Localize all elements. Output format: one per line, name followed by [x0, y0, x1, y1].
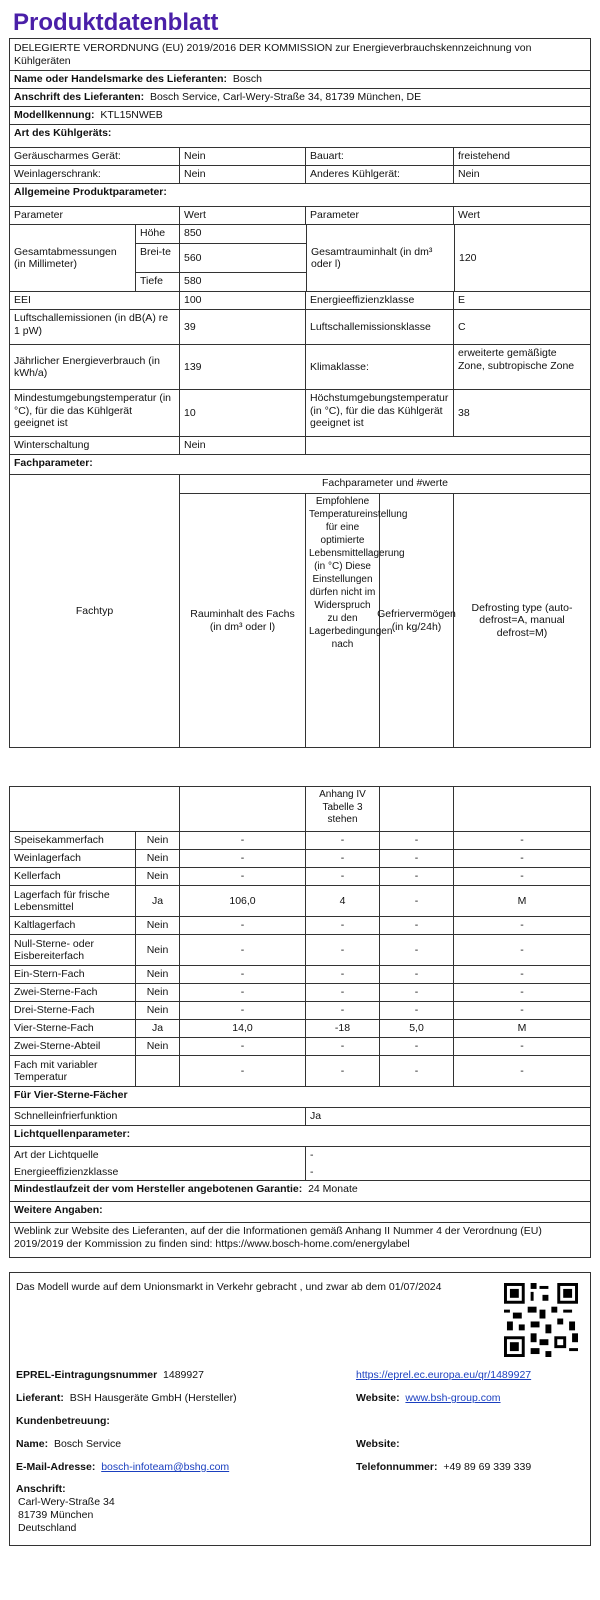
compartment-temp: -18 — [306, 1020, 380, 1037]
compartment-defrost: - — [520, 852, 524, 865]
col-param: Parameter — [306, 207, 454, 224]
compartment-present: Nein — [136, 850, 180, 867]
noise-value: 39 — [180, 310, 306, 344]
brand-value: Bosch — [232, 73, 263, 85]
light-class-value: - — [310, 1165, 314, 1178]
type-label: Weinlagerschrank: — [10, 166, 180, 183]
compartment-name: Vier-Sterne-Fach — [10, 1020, 136, 1037]
col-value: Wert — [458, 209, 480, 221]
compartment-row — [10, 1020, 590, 1038]
compartment-present: Nein — [136, 868, 180, 885]
compartment-defrost: - — [520, 968, 524, 981]
compartment-freeze: - — [380, 850, 454, 867]
compartment-row — [10, 966, 590, 984]
phone-label: Telefonnummer: — [356, 1461, 438, 1473]
compartment-present: Nein — [136, 966, 180, 983]
compartment-present: Nein — [136, 917, 180, 934]
compartment-freeze: - — [380, 886, 454, 916]
compartment-freeze: - — [380, 868, 454, 885]
compartment-freeze: - — [380, 966, 454, 983]
col-defrost: Defrosting type (auto-defrost=A, manual defrost=M) — [471, 601, 573, 639]
website2-label: Website: — [356, 1438, 400, 1450]
type-label: Geräuscharmes Gerät: — [10, 148, 180, 165]
compartment-defrost: - — [520, 834, 524, 847]
compartment-temp: - — [306, 984, 380, 1001]
name-label: Name: — [16, 1438, 49, 1450]
eprel-link[interactable]: https://eprel.ec.europa.eu/qr/1489927 — [356, 1369, 532, 1381]
model-value: KTL15NWEB — [100, 109, 163, 121]
dim-name: Brei-te — [136, 244, 180, 271]
eprel-value: 1489927 — [163, 1369, 204, 1381]
compartment-name: Zwei-Sterne-Abteil — [10, 1038, 136, 1055]
compartment-temp: - — [306, 868, 380, 885]
addr-label: Anschrift: — [16, 1483, 66, 1495]
supplier-info — [9, 1272, 591, 1546]
climate-value: erweiterte gemäßigte Zone, subtropische Zone — [458, 347, 575, 372]
qr-code-icon[interactable] — [504, 1283, 578, 1357]
compartment-volume: - — [180, 868, 306, 885]
noiseclass-value: C — [458, 320, 466, 333]
energy-value: 139 — [180, 345, 306, 389]
eprel-label: EPREL-Eintragungsnummer — [16, 1369, 158, 1381]
compartment-temp: - — [306, 832, 380, 849]
compartment-freeze: - — [380, 917, 454, 934]
data-table — [9, 38, 591, 747]
energy-label: Jährlicher Energieverbrauch (in kWh/a) — [10, 345, 180, 389]
dims-label: Gesamtabmessungen (in Millimeter) — [10, 225, 136, 291]
addr-line: Deutschland — [18, 1522, 77, 1534]
volume-label: Gesamtrauminhalt (in dm³ oder l) — [307, 225, 455, 291]
compartment-temp: - — [306, 1056, 380, 1086]
compartment-name: Weinlagerfach — [10, 850, 136, 867]
regulation-text: DELEGIERTE VERORDNUNG (EU) 2019/2016 DER KOMMISSION zur Energieverbrauchskennzeichnung von Kühlgeräten — [14, 42, 532, 67]
mintemp-label: Mindestumgebungstemperatur (in °C), für die das Kühlgerät geeignet ist — [10, 390, 180, 436]
email-label: E-Mail-Adresse: — [16, 1461, 96, 1473]
compartment-name: Ein-Stern-Fach — [10, 966, 136, 983]
further-heading: Weitere Angaben: — [14, 1204, 103, 1216]
mintemp-value: 10 — [180, 390, 306, 436]
light-type-label: Art der Lichtquelle — [10, 1147, 306, 1164]
warranty-value: 24 Monate — [308, 1183, 358, 1195]
eei-label: EEI — [10, 292, 180, 309]
maxtemp-value: 38 — [458, 406, 470, 419]
compartment-name: Zwei-Sterne-Fach — [10, 984, 136, 1001]
compartment-volume: - — [180, 917, 306, 934]
supplier-value: BSH Hausgeräte GmbH (Hersteller) — [69, 1392, 237, 1404]
compartment-defrost: - — [520, 943, 524, 956]
compartment-present: Ja — [136, 886, 180, 916]
compartment-row — [10, 917, 590, 935]
compartment-present: Nein — [136, 935, 180, 965]
four-star-heading: Für Vier-Sterne-Fächer — [14, 1089, 128, 1101]
compartment-freeze: - — [380, 1038, 454, 1055]
compartment-table — [9, 786, 591, 1258]
phone-value: +49 89 69 339 339 — [443, 1461, 532, 1473]
eclass-value: E — [458, 294, 466, 306]
compartment-temp: - — [306, 935, 380, 965]
address-value: Bosch Service, Carl-Wery-Straße 34, 81739 München, DE — [149, 91, 422, 103]
dim-name: Höhe — [136, 225, 180, 243]
type-value: freistehend — [458, 150, 510, 162]
product-data-sheet — [9, 4, 591, 1546]
type-value: Nein — [180, 148, 306, 165]
dim-value: 850 — [184, 227, 202, 239]
appliance-type-heading: Art des Kühlgeräts: — [14, 127, 112, 139]
compartment-defrost: - — [520, 1064, 524, 1077]
eclass-label: Energieeffizienzklasse — [306, 292, 454, 309]
compartment-volume: - — [180, 966, 306, 983]
compartment-temp: - — [306, 966, 380, 983]
col-param: Parameter — [10, 207, 180, 224]
warranty-label: Mindestlaufzeit der vom Hersteller angebotenen Garantie: — [14, 1183, 303, 1195]
compartment-volume: - — [180, 1038, 306, 1055]
dim-name: Tiefe — [136, 273, 180, 291]
compartment-present: Nein — [136, 984, 180, 1001]
type-value: Nein — [458, 168, 480, 180]
dim-value: 560 — [184, 251, 202, 264]
compartment-row — [10, 850, 590, 868]
compartment-volume: - — [180, 1056, 306, 1086]
col-volume: Rauminhalt des Fachs (in dm³ oder l) — [180, 494, 306, 747]
winter-value: Nein — [180, 437, 306, 454]
compartment-row — [10, 832, 590, 850]
compartment-volume: 14,0 — [180, 1020, 306, 1037]
general-heading: Allgemeine Produktparameter: — [14, 186, 167, 198]
compartment-freeze: - — [380, 832, 454, 849]
brand-label: Name oder Handelsmarke des Lieferanten: — [14, 73, 227, 85]
compartment-freeze: - — [380, 935, 454, 965]
quickfreeze-label: Schnelleinfrierfunktion — [10, 1108, 306, 1125]
compartment-row — [10, 1038, 590, 1056]
compartment-volume: 106,0 — [180, 886, 306, 916]
compartment-name: Null-Sterne- oder Eisbereiterfach — [10, 935, 136, 965]
compartment-row — [10, 886, 590, 917]
address-label: Anschrift des Lieferanten: — [14, 91, 145, 103]
compartment-freeze: - — [380, 984, 454, 1001]
col-temp-cont: Anhang IV Tabelle 3 stehen — [306, 787, 380, 831]
compartment-present: Nein — [136, 832, 180, 849]
market-text: Das Modell wurde auf dem Unionsmarkt in Verkehr gebracht , und zwar ab dem 01/07/2024 — [16, 1281, 442, 1293]
name-value: Bosch Service — [53, 1438, 122, 1450]
compartment-temp: - — [306, 850, 380, 867]
compartment-defrost: M — [517, 894, 527, 907]
compartment-defrost: - — [520, 1040, 524, 1053]
noiseclass-label: Luftschallemissionsklasse — [306, 310, 454, 344]
compartment-name: Lagerfach für frische Lebensmittel — [10, 886, 136, 916]
compartment-freeze: 5,0 — [380, 1020, 454, 1037]
climate-label: Klimaklasse: — [306, 345, 454, 389]
maxtemp-label: Höchstumgebungstemperatur (in °C), für die das Kühlgerät geeignet ist — [306, 390, 454, 436]
compartment-defrost: - — [520, 986, 524, 999]
dim-value: 580 — [184, 274, 202, 287]
light-type-value: - — [310, 1149, 314, 1161]
compartment-volume: - — [180, 850, 306, 867]
page-title: Produktdatenblatt — [13, 9, 219, 36]
light-heading: Lichtquellenparameter: — [14, 1128, 131, 1140]
compartment-row — [10, 1002, 590, 1020]
compartment-volume: - — [180, 984, 306, 1001]
compartment-temp: - — [306, 1038, 380, 1055]
winter-label: Winterschaltung — [10, 437, 180, 454]
compartment-name: Kellerfach — [10, 868, 136, 885]
service-label: Kundenbetreuung: — [16, 1415, 110, 1427]
type-label: Bauart: — [306, 148, 454, 165]
group-header: Fachparameter und #werte — [180, 475, 590, 494]
compartment-defrost: - — [520, 919, 524, 932]
compartment-temp: - — [306, 917, 380, 934]
compartment-present: Nein — [136, 1002, 180, 1019]
website-link[interactable]: www.bsh-group.com — [405, 1392, 501, 1404]
supplier-label: Lieferant: — [16, 1392, 64, 1404]
noise-label: Luftschallemissionen (in dB(A) re 1 pW) — [10, 310, 180, 344]
addr-line: 81739 München — [18, 1509, 94, 1521]
model-label: Modellkennung: — [14, 109, 95, 121]
compartment-name: Drei-Sterne-Fach — [10, 1002, 136, 1019]
compartment-present: Ja — [136, 1020, 180, 1037]
type-label: Anderes Kühlgerät: — [306, 166, 454, 183]
compartment-freeze: - — [380, 1056, 454, 1086]
compartment-name: Kaltlagerfach — [10, 917, 136, 934]
compartments-heading: Fachparameter: — [14, 457, 93, 469]
compartment-temp: - — [306, 1002, 380, 1019]
col-value: Wert — [180, 207, 306, 224]
email-link[interactable]: bosch-infoteam@bshg.com — [101, 1461, 230, 1473]
compartment-row — [10, 1056, 590, 1087]
website-label: Website: — [356, 1392, 400, 1404]
quickfreeze-value: Ja — [310, 1110, 322, 1122]
compartment-name: Speisekammerfach — [10, 832, 136, 849]
compartment-present — [136, 1056, 180, 1086]
addr-line: Carl-Wery-Straße 34 — [18, 1496, 115, 1508]
compartment-name: Fach mit variabler Temperatur — [10, 1056, 136, 1086]
type-value: Nein — [180, 166, 306, 183]
volume-value: 120 — [459, 251, 477, 264]
compartment-volume: - — [180, 935, 306, 965]
compartment-row — [10, 868, 590, 886]
compartment-volume: - — [180, 1002, 306, 1019]
compartment-defrost: - — [520, 870, 524, 883]
compartment-rows — [10, 832, 590, 1087]
compartment-row — [10, 984, 590, 1002]
light-class-label: Energieeffizienzklasse — [10, 1164, 306, 1181]
col-temp: Empfohlene Temperatureinstellung für eine optimierte Lebensmittellagerung (in °C) Diese Einstellungen dürfen nicht im Widerspruch zu den Lagerbedingungen nach — [306, 494, 380, 747]
compartment-freeze: - — [380, 1002, 454, 1019]
compartment-defrost: M — [517, 1022, 527, 1035]
compartment-present: Nein — [136, 1038, 180, 1055]
compartment-temp: 4 — [306, 886, 380, 916]
col-type: Fachtyp — [10, 475, 180, 747]
compartment-volume: - — [180, 832, 306, 849]
further-text: Weblink zur Website des Lieferanten, auf der die Informationen gemäß Anhang II Nummer 4 der Verordnung (EU) 2019/2019 der Kommission zu finden sind: https://www.bosch-home.com/energylabel — [14, 1225, 542, 1250]
compartment-row — [10, 935, 590, 966]
eei-value: 100 — [180, 292, 306, 309]
col-freeze: Gefriervermögen (in kg/24h) — [380, 494, 454, 747]
compartment-defrost: - — [520, 1004, 524, 1017]
